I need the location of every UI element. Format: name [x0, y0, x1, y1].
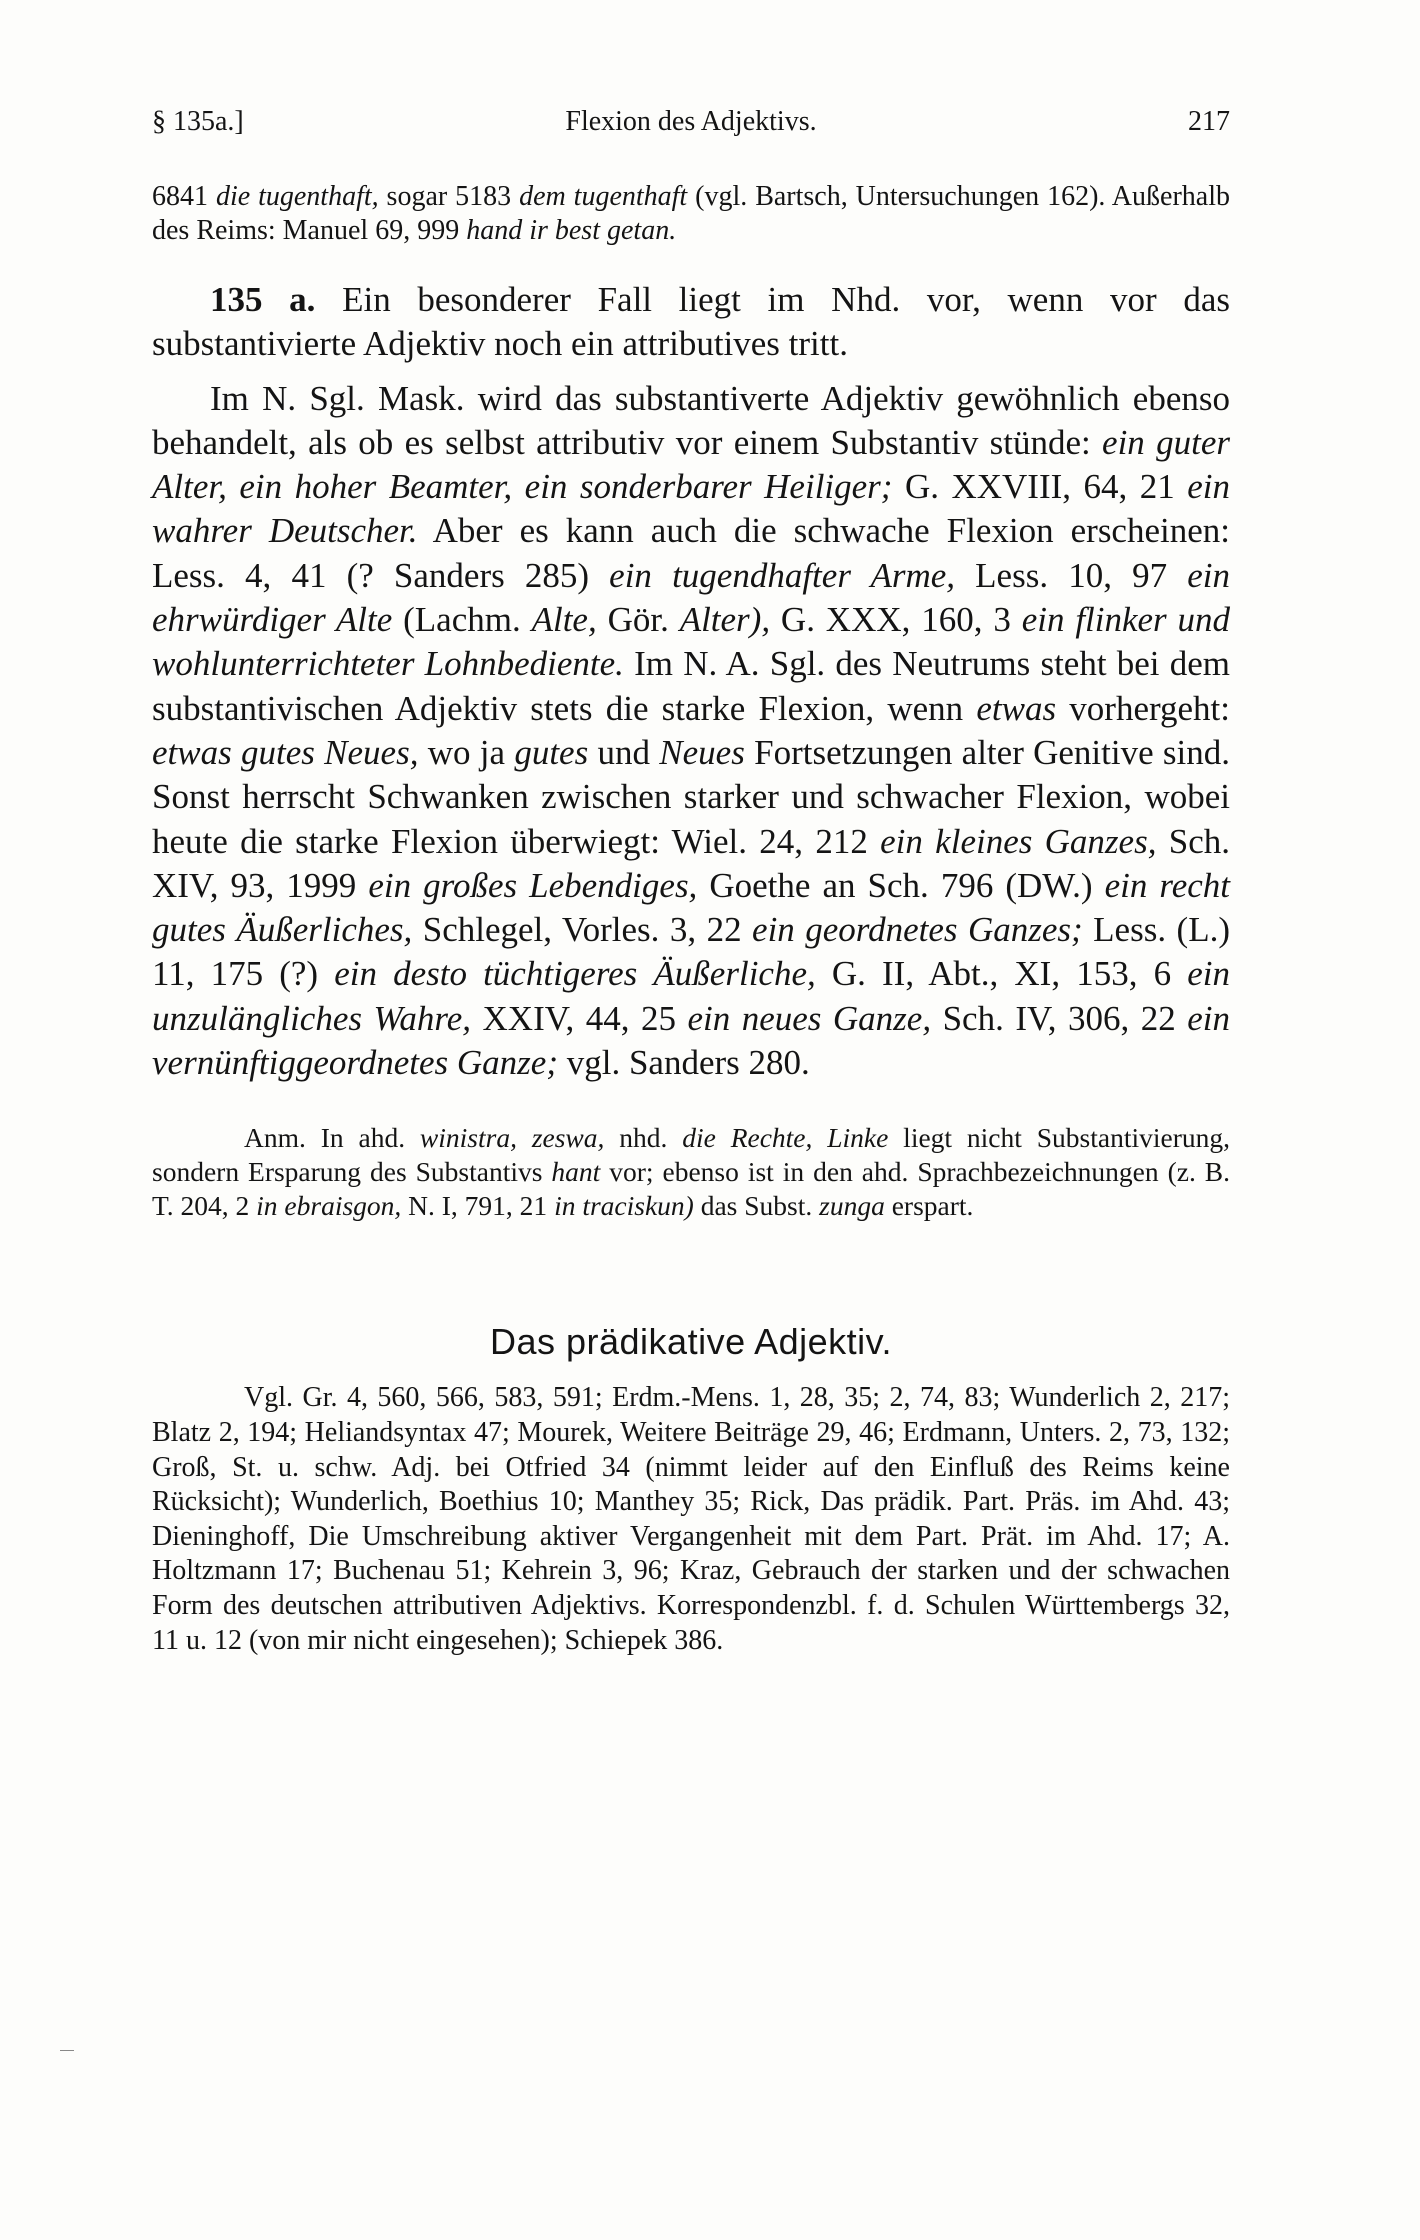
- text-run: XXIV, 44, 25: [471, 998, 688, 1038]
- text-run: 6841: [152, 181, 216, 212]
- bibliography-paragraph: Vgl. Gr. 4, 560, 566, 583, 591; Erdm.-Mens. 1, 28, 35; 2, 74, 83; Wunderlich 2, 217; Blatz 2, 194; Heliandsyntax 47; Mourek, Weitere Beiträge 29, 46; Erdmann, Unters. 2, 73, 132; Groß, St. u. schw. Adj. bei Otfried 34 (nimmt leider auf den Einfluß des Reims keine Rücksicht); Wunderlich, Boethius 10; Manthey 35; Rick, Das prädik. Part. Präs. im Ahd. 43; Dieninghoff, Die Umschreibung aktiver Vergangenheit mit dem Part. Prät. im Ahd. 17; A. Holtzmann 17; Buchenau 51; Kehrein 3, 96; Kraz, Gebrauch der starken und der schwachen Form des deutschen attributiven Adjektivs. Korrespondenzbl. f. d. Schulen Württembergs 32, 11 u. 12 (von mir nicht eingesehen); Schiepek 386.: [152, 1382, 1230, 1656]
- main-paragraph: [152, 377, 1230, 1086]
- text-run: Gör.: [596, 600, 680, 640]
- section-heading: Das prädikative Adjektiv.: [489, 1321, 892, 1363]
- example-quote: ein ehrwürdiger Alte: [152, 555, 1231, 640]
- example-quote: winistra, zeswa,: [419, 1122, 605, 1154]
- running-title: Flexion des Adjektivs.: [565, 106, 817, 137]
- example-quote: ein tugendhafter Arme,: [609, 555, 956, 595]
- example-quote: etwas: [976, 688, 1057, 728]
- text-run: Im N. Sgl. Mask. wird das substantiverte Adjektiv gewöhnlich ebenso behandelt, als ob es selbst attributiv vor einem Substantiv stünde:: [152, 378, 1230, 462]
- text-run: Sch. XIV, 93, 1999: [152, 821, 1231, 905]
- text-run: Im N. A. Sgl. des Neutrums steht bei dem substantivischen Adjektiv stets die starke Flexion, wenn: [152, 644, 1230, 728]
- text-run: (Lachm.: [392, 600, 532, 640]
- example-quote: hant: [551, 1156, 601, 1188]
- example-quote: ein kleines Ganzes,: [880, 821, 1157, 861]
- example-quote: ein flinker und wohlunterrichteter Lohnbediente.: [152, 600, 1231, 684]
- text-run: Sch. IV, 306, 22: [931, 998, 1188, 1038]
- text-run: wo ja: [418, 732, 515, 772]
- example-quote: Alter),: [679, 600, 771, 640]
- section-intro-text: Ein besonderer Fall liegt im Nhd. vor, wenn vor das substantivierte Adjektiv noch ein attributives tritt.: [152, 280, 1230, 364]
- example-quote: zunga: [819, 1190, 885, 1222]
- page-body: [152, 180, 1230, 1658]
- annotation-paragraph: [152, 1121, 1230, 1223]
- example-quote: ein desto tüchtigeres Äußerliche,: [334, 954, 816, 994]
- example-quote: Neues: [659, 732, 745, 772]
- text-run: Less. (L.) 11, 175 (?): [152, 910, 1230, 994]
- section-reference: § 135a.]: [152, 106, 244, 137]
- section-number: 135 a.: [210, 280, 316, 319]
- text-run: vgl. Sanders 280.: [557, 1043, 810, 1083]
- text-run: (vgl. Bartsch, Untersuchungen 162). Außerhalb des Reims: Manuel 69, 999: [152, 181, 1230, 246]
- example-quote: ein vernünftiggeordnetes Ganze;: [152, 998, 1230, 1083]
- text-run: erspart.: [884, 1190, 974, 1222]
- text-run: Anm. In ahd.: [244, 1122, 420, 1154]
- margin-mark: [60, 2050, 74, 2051]
- continuation-paragraph: [152, 180, 1230, 248]
- example-quote: ein unzulängliches Wahre,: [152, 954, 1230, 1038]
- text-run: G. XXX, 160, 3: [770, 600, 1022, 640]
- text-run: vor; ebenso ist in den ahd. Sprachbezeichnungen (z. B. T. 204, 2: [152, 1156, 1230, 1222]
- example-quote: ein recht gutes Äußerliches,: [152, 865, 1230, 950]
- text-run: das Subst.: [693, 1190, 820, 1222]
- text-run: Schlegel, Vorles. 3, 22: [412, 910, 753, 950]
- running-header: [152, 106, 1230, 146]
- text-run: Fortsetzungen alter Genitive sind. Sonst herrscht Schwanken zwischen starker und schwacher Flexion, wobei heute die starke Flexion überwiegt: Wiel. 24, 212: [152, 732, 1231, 861]
- example-quote: in traciskun): [554, 1190, 694, 1222]
- example-quote: gutes: [514, 732, 589, 772]
- example-quote: in ebraisgon,: [256, 1190, 402, 1222]
- example-quote: ein großes Lebendiges,: [368, 865, 698, 905]
- text-run: liegt nicht Substantivierung, sondern Ersparung des Substantivs: [152, 1122, 1231, 1188]
- example-quote: die Rechte, Linke: [682, 1122, 889, 1154]
- text-run: sogar 5183: [378, 181, 520, 212]
- example-quote: ein wahrer Deutscher.: [152, 467, 1230, 551]
- example-quote: Alte,: [531, 600, 597, 640]
- text-run: und: [588, 732, 660, 772]
- example-quote: ein guter Alter, ein hoher Beamter, ein sonderbarer Heiliger;: [152, 422, 1230, 507]
- text-run: nhd.: [604, 1122, 683, 1154]
- example-quote: ein neues Ganze,: [687, 998, 932, 1038]
- page-number: 217: [1188, 106, 1230, 137]
- example-quote: dem tugenthaft: [519, 181, 688, 212]
- text-run: Aber es kann auch die schwache Flexion erscheinen: Less. 4, 41 (? Sanders 285): [152, 511, 1230, 595]
- example-quote: ein geordnetes Ganzes;: [752, 910, 1083, 950]
- text-run: G. XXVIII, 64, 21: [892, 467, 1188, 507]
- text-run: G. II, Abt., XI, 153, 6: [815, 954, 1188, 994]
- text-run: Less. 10, 97: [955, 555, 1188, 595]
- section-intro-paragraph: [152, 278, 1230, 367]
- text-run: vorhergeht:: [1056, 688, 1230, 728]
- text-run: N. I, 791, 21: [401, 1190, 555, 1222]
- text-run: Goethe an Sch. 796 (DW.): [697, 865, 1105, 905]
- example-quote: etwas gutes Neues,: [152, 732, 419, 772]
- example-quote: die tugenthaft,: [215, 181, 379, 212]
- example-quote: hand ir best getan.: [466, 215, 677, 246]
